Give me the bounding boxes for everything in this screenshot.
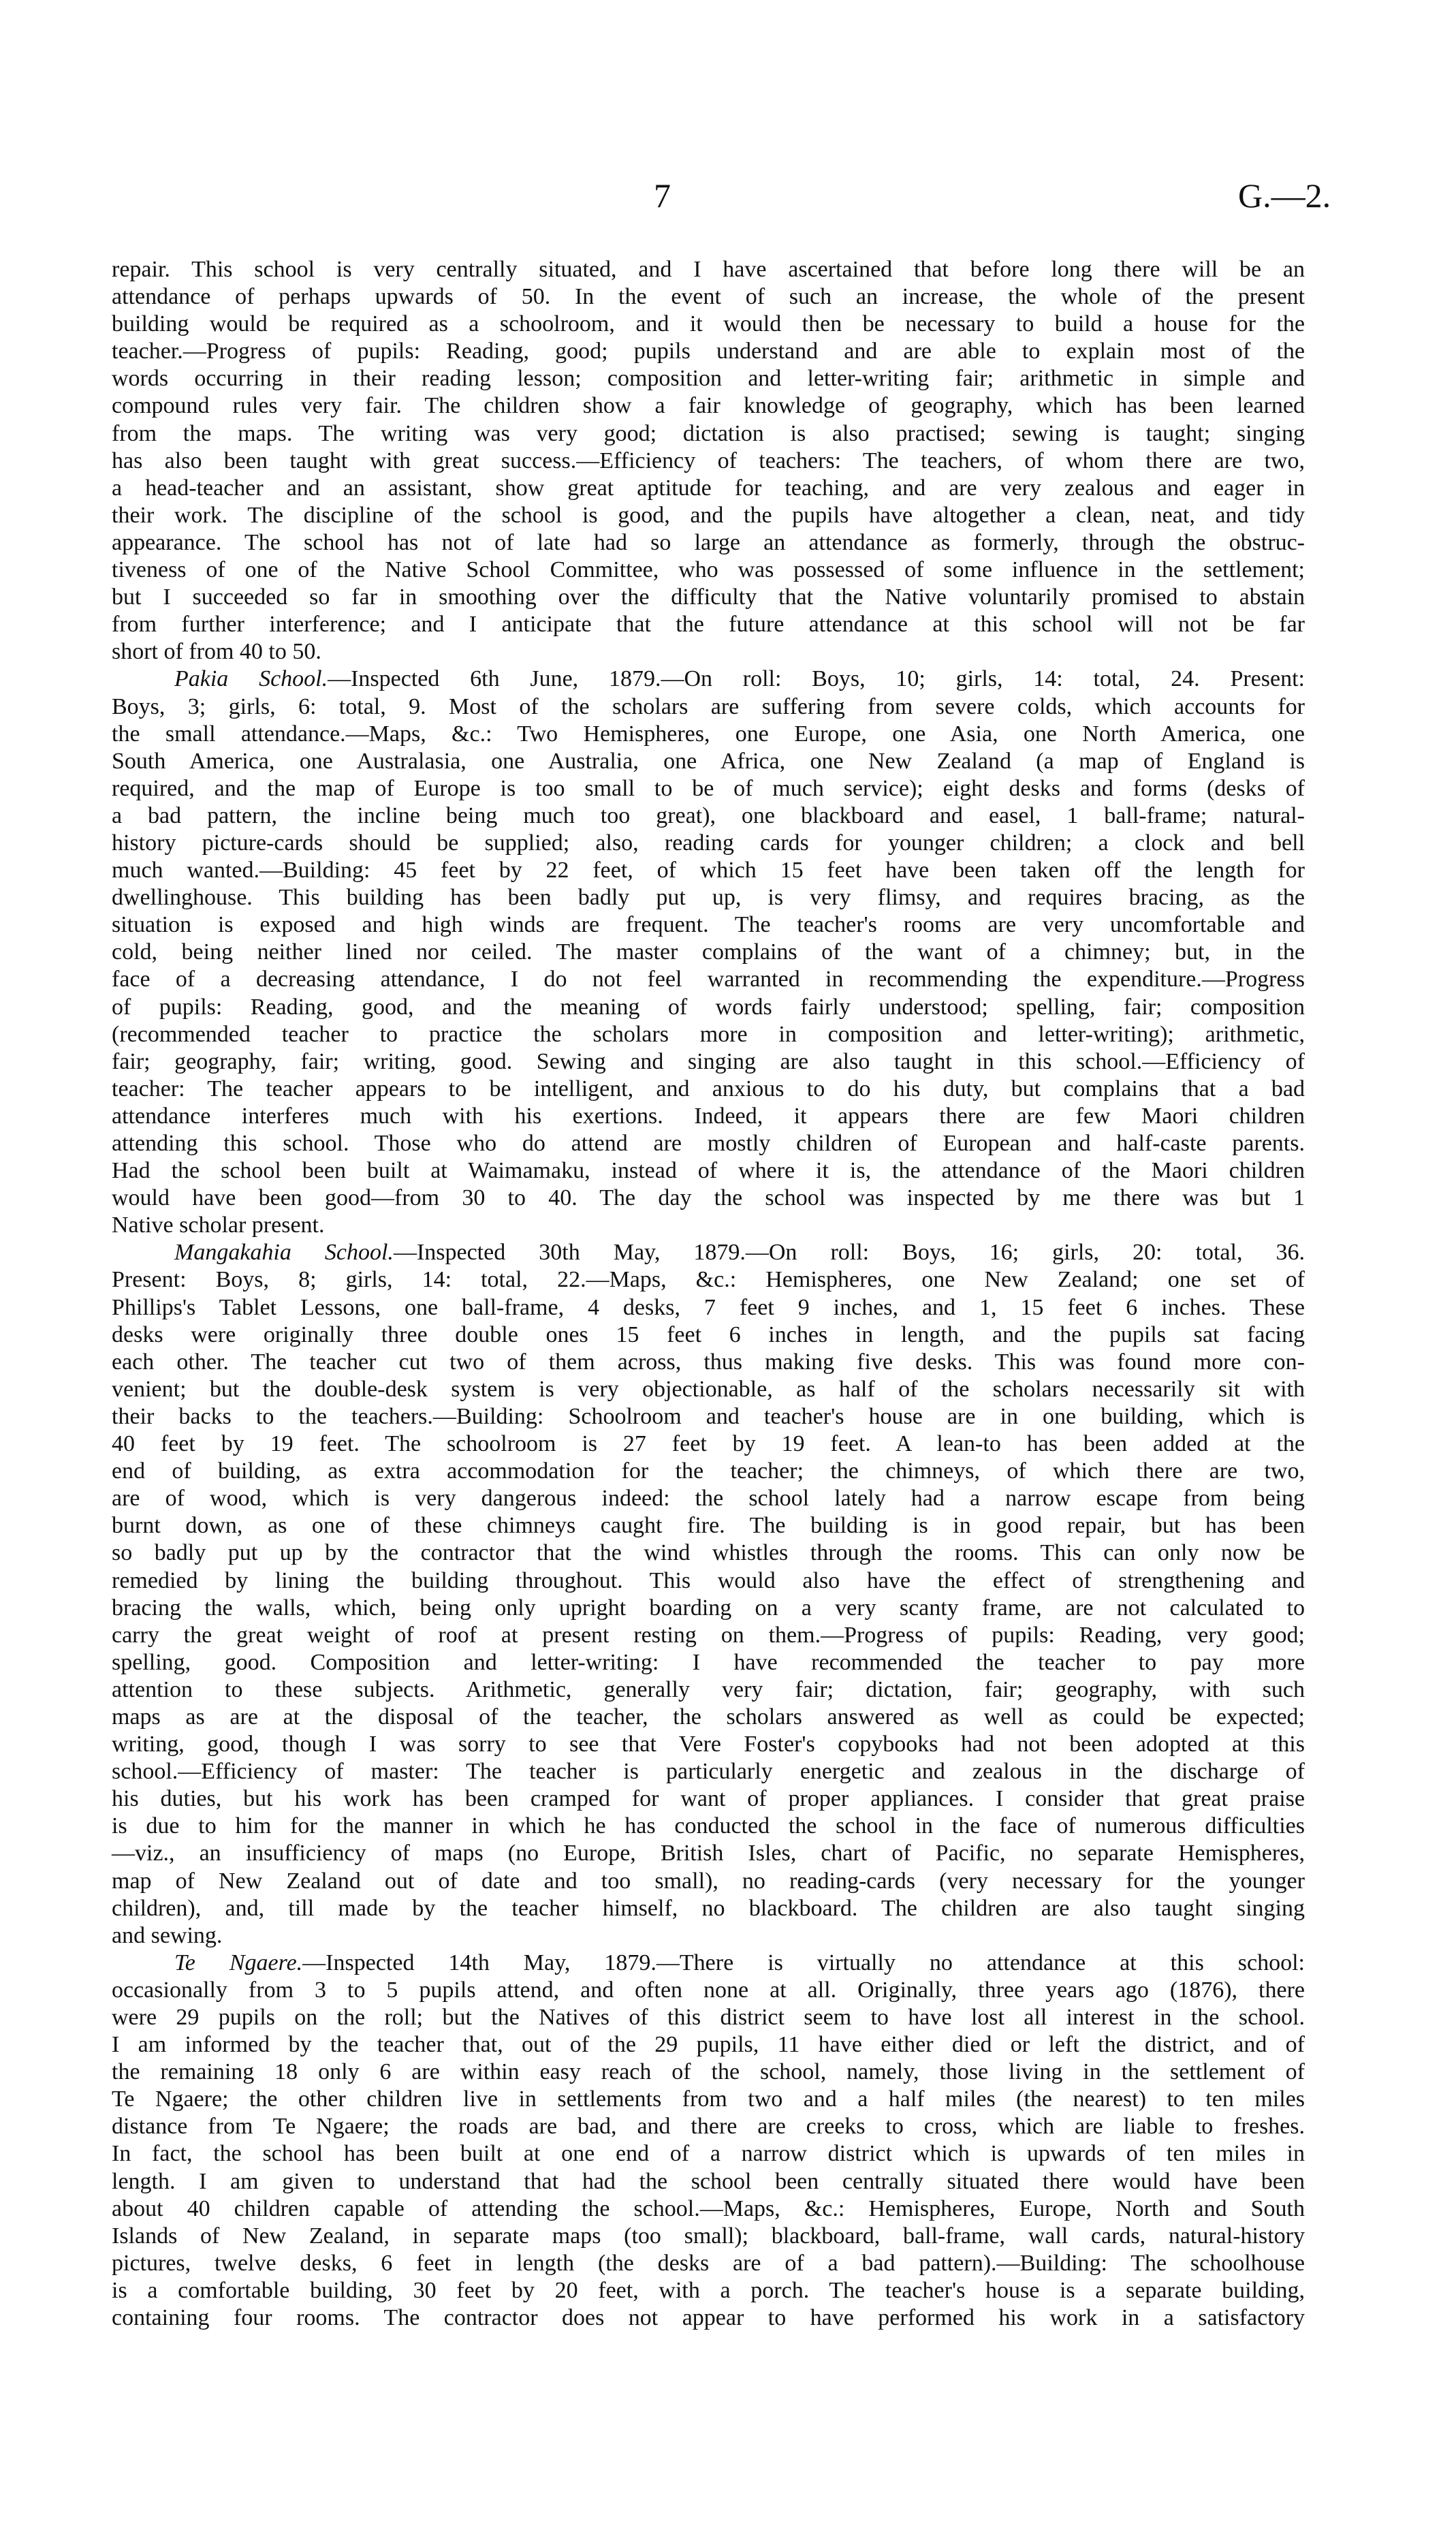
text-line: [112, 1567, 1305, 1595]
text-line: [112, 1185, 1305, 1212]
text-line: [112, 2168, 1305, 2195]
line-text: situation is exposed and high winds are frequent. The teacher's rooms are very uncomfortable and: [112, 912, 1305, 938]
text-line: [112, 1239, 1305, 1266]
page-number: 7: [654, 176, 671, 215]
line-text: were 29 pupils on the roll; but the Natives of this district seem to have lost all interest in the school.: [112, 2005, 1305, 2030]
line-text: Islands of New Zealand, in separate maps (too small); blackboard, ball-frame, wall cards, natural-history: [112, 2223, 1305, 2249]
line-text: I am informed by the teacher that, out of the 29 pupils, 11 have either died or left the district, and of: [112, 2032, 1305, 2058]
text-line: [112, 311, 1305, 338]
document-reference: G.—2.: [1238, 176, 1331, 215]
line-text: their work. The discipline of the school is good, and the pupils have altogether a clean, neat, and tidy: [112, 502, 1305, 528]
line-text: pictures, twelve desks, 6 feet in length (the desks are of a bad pattern).—Building: The schoolhouse: [112, 2250, 1305, 2276]
line-text: carry the great weight of roof at present resting on them.—Progress of pupils: Reading, very good;: [112, 1622, 1305, 1648]
text-line: [112, 1950, 1305, 1977]
text-line: [112, 2304, 1305, 2332]
line-text: South America, one Australasia, one Australia, one Africa, one New Zealand (a map of England is: [112, 748, 1305, 774]
line-text: short of from 40 to 50.: [112, 639, 321, 665]
text-line: [112, 939, 1305, 966]
line-text: Had the school been built at Waimamaku, instead of where it is, the attendance of the Maori children: [112, 1158, 1305, 1184]
text-line: [112, 748, 1305, 775]
line-text: face of a decreasing attendance, I do not feel warranted in recommending the expenditure.—Progress: [112, 967, 1305, 992]
text-line: [112, 1676, 1305, 1704]
text-line: [112, 475, 1305, 502]
line-text: Present: Boys, 8; girls, 14: total, 22.—Maps, &c.: Hemispheres, one New Zealand; one set of: [112, 1267, 1305, 1293]
text-line: [112, 1922, 1305, 1950]
line-text: repair. This school is very centrally situated, and I have ascertained that before long there will be an: [112, 257, 1305, 282]
line-text: 40 feet by 19 feet. The schoolroom is 27 feet by 19 feet. A lean-to has been added at the: [112, 1431, 1305, 1457]
line-text: In fact, the school has been built at one end of a narrow district which is upwards of ten miles in: [112, 2141, 1305, 2167]
line-text: a head-teacher and an assistant, show great aptitude for teaching, and are very zealous and eager in: [112, 475, 1305, 501]
line-text: —Inspected 14th May, 1879.—There is virtually no attendance at this school:: [302, 1950, 1305, 1975]
line-text: length. I am given to understand that had the school been centrally situated there would have been: [112, 2168, 1305, 2194]
text-line: [112, 1512, 1305, 1539]
line-text: containing four rooms. The contractor does not appear to have performed his work in a satisfactory: [112, 2305, 1305, 2331]
text-line: [112, 2250, 1305, 2277]
text-line: [112, 2086, 1305, 2113]
line-text: attendance interferes much with his exertions. Indeed, it appears there are few Maori children: [112, 1103, 1305, 1129]
text-line: [112, 693, 1305, 721]
line-text: attendance of perhaps upwards of 50. In the event of such an increase, the whole of the present: [112, 284, 1305, 310]
paragraph: [112, 1950, 1305, 2332]
line-text: remedied by lining the building throughout. This would also have the effect of strengthening and: [112, 1567, 1305, 1593]
text-line: [112, 1212, 1305, 1239]
document-body: [112, 256, 1305, 2332]
line-text: desks were originally three double ones 15 feet 6 inches in length, and the pupils sat facing: [112, 1321, 1305, 1347]
line-text: words occurring in their reading lesson; composition and letter-writing fair; arithmetic in simple and: [112, 366, 1305, 392]
text-line: [112, 1731, 1305, 1758]
line-text: Native scholar present.: [112, 1213, 325, 1238]
text-line: [112, 1376, 1305, 1403]
text-line: [112, 802, 1305, 830]
text-line: [112, 392, 1305, 420]
line-text: fair; geography, fair; writing, good. Sewing and singing are also taught in this school.—Efficiency of: [112, 1048, 1305, 1074]
line-text: the remaining 18 only 6 are within easy reach of the school, namely, those living in the settlement of: [112, 2059, 1305, 2085]
text-line: [112, 884, 1305, 911]
line-text: writing, good, though I was sorry to see that Vere Foster's copybooks had not been adopted at this: [112, 1732, 1305, 1757]
line-text: from the maps. The writing was very good; dictation is also practised; sewing is taught; singing: [112, 420, 1305, 446]
text-line: [112, 857, 1305, 884]
text-line: [112, 502, 1305, 529]
text-line: [112, 1430, 1305, 1458]
text-line: [112, 1321, 1305, 1349]
text-line: [112, 2059, 1305, 2086]
line-text: school.—Efficiency of master: The teacher is particularly energetic and zealous in the discharge of: [112, 1759, 1305, 1785]
text-line: [112, 1758, 1305, 1785]
text-line: [112, 1458, 1305, 1485]
text-line: [112, 1103, 1305, 1130]
text-line: [112, 1977, 1305, 2004]
line-text: much wanted.—Building: 45 feet by 22 feet, of which 15 feet have been taken off the length for: [112, 858, 1305, 883]
line-text: each other. The teacher cut two of them across, thus making five desks. This was found more con-: [112, 1349, 1305, 1375]
line-text: from further interference; and I anticipate that the future attendance at this school will not be far: [112, 612, 1305, 638]
text-line: [112, 2004, 1305, 2031]
line-text: (recommended teacher to practice the scholars more in composition and letter-writing); arithmetic,: [112, 1021, 1305, 1047]
text-line: [112, 1349, 1305, 1376]
line-text: but I succeeded so far in smoothing over the difficulty that the Native voluntarily promised to abstain: [112, 584, 1305, 610]
line-text: Phillips's Tablet Lessons, one ball-frame, 4 desks, 7 feet 9 inches, and 1, 15 feet 6 inches. These: [112, 1294, 1305, 1320]
line-text: children), and, till made by the teacher himself, no blackboard. The children are also taught singing: [112, 1895, 1305, 1921]
text-line: [112, 1785, 1305, 1813]
text-line: [112, 2113, 1305, 2140]
line-text: attending this school. Those who do attend are mostly children of European and half-caste parents.: [112, 1131, 1305, 1156]
text-line: [112, 1048, 1305, 1076]
text-line: [112, 1649, 1305, 1676]
text-line: [112, 1021, 1305, 1048]
paragraph: [112, 256, 1305, 666]
text-line: [112, 557, 1305, 584]
school-heading: Te Ngaere.: [174, 1950, 303, 1975]
text-line: [112, 2031, 1305, 2059]
line-text: required, and the map of Europe is too small to be of much service); eight desks and forms (desks of: [112, 775, 1305, 801]
text-line: [112, 2140, 1305, 2168]
line-text: distance from Te Ngaere; the roads are bad, and there are creeks to cross, which are liable to freshes.: [112, 2114, 1305, 2140]
line-text: compound rules very fair. The children show a fair knowledge of geography, which has been learned: [112, 393, 1305, 419]
line-text: teacher.—Progress of pupils: Reading, good; pupils understand and are able to explain most of the: [112, 339, 1305, 364]
text-line: [112, 1539, 1305, 1567]
line-text: end of building, as extra accommodation for the teacher; the chimneys, of which there are two,: [112, 1458, 1305, 1484]
line-text: is a comfortable building, 30 feet by 20 feet, with a porch. The teacher's house is a separate building,: [112, 2277, 1305, 2303]
line-text: history picture-cards should be supplied; also, reading cards for younger children; a clock and bell: [112, 830, 1305, 856]
line-text: a bad pattern, the incline being much too great), one blackboard and easel, 1 ball-frame; natural-: [112, 802, 1305, 828]
school-heading: Pakia School.: [174, 666, 328, 692]
text-line: [112, 448, 1305, 475]
line-text: —viz., an insufficiency of maps (no Europe, British Isles, chart of Pacific, no separate Hemispheres,: [112, 1841, 1305, 1866]
line-text: and sewing.: [112, 1922, 223, 1948]
text-line: [112, 1595, 1305, 1622]
line-text: maps as are at the disposal of the teacher, the scholars answered as well as could be expected;: [112, 1704, 1305, 1730]
line-text: is due to him for the manner in which he has conducted the school in the face of numerous difficulties: [112, 1813, 1305, 1839]
text-line: [112, 2277, 1305, 2304]
line-text: cold, being neither lined nor ceiled. The master complains of the want of a chimney; but, in the: [112, 939, 1305, 965]
text-line: [112, 420, 1305, 448]
text-line: [112, 1294, 1305, 1321]
line-text: venient; but the double-desk system is very objectionable, as half of the scholars necessarily sit with: [112, 1376, 1305, 1402]
line-text: the small attendance.—Maps, &c.: Two Hemispheres, one Europe, one Asia, one North America, one: [112, 721, 1305, 747]
line-text: about 40 children capable of attending the school.—Maps, &c.: Hemispheres, Europe, North and South: [112, 2195, 1305, 2221]
line-text: teacher: The teacher appears to be intelligent, and anxious to do his duty, but complains that a bad: [112, 1076, 1305, 1101]
text-line: [112, 1622, 1305, 1649]
text-line: [112, 994, 1305, 1021]
line-text: Te Ngaere; the other children live in settlements from two and a half miles (the nearest) to ten miles: [112, 2086, 1305, 2112]
line-text: spelling, good. Composition and letter-writing: I have recommended the teacher to pay more: [112, 1649, 1305, 1675]
line-text: Boys, 3; girls, 6: total, 9. Most of the scholars are suffering from severe colds, which accounts for: [112, 693, 1305, 719]
text-line: [112, 529, 1305, 557]
text-line: [112, 666, 1305, 693]
line-text: tiveness of one of the Native School Committee, who was possessed of some influence in the settlement;: [112, 557, 1305, 583]
line-text: —Inspected 6th June, 1879.—On roll: Boys, 10; girls, 14: total, 24. Present:: [328, 666, 1305, 692]
text-line: [112, 1403, 1305, 1430]
line-text: map of New Zealand out of date and too small), no reading-cards (very necessary for the younger: [112, 1868, 1305, 1894]
text-line: [112, 1130, 1305, 1157]
line-text: building would be required as a schoolroom, and it would then be necessary to build a house for the: [112, 311, 1305, 337]
text-line: [112, 1704, 1305, 1731]
line-text: —Inspected 30th May, 1879.—On roll: Boys, 16; girls, 20: total, 36.: [393, 1240, 1305, 1266]
text-line: [112, 1895, 1305, 1922]
text-line: [112, 1076, 1305, 1103]
line-text: appearance. The school has not of late had so large an attendance as formerly, through the obstruc-: [112, 529, 1305, 555]
line-text: dwellinghouse. This building has been badly put up, is very flimsy, and requires bracing, as the: [112, 885, 1305, 911]
line-text: attention to these subjects. Arithmetic, generally very fair; dictation, fair; geography, with such: [112, 1676, 1305, 1702]
text-line: [112, 2223, 1305, 2250]
text-line: [112, 1157, 1305, 1185]
line-text: are of wood, which is very dangerous indeed: the school lately had a narrow escape from being: [112, 1486, 1305, 1512]
line-text: so badly put up by the contractor that the wind whistles through the rooms. This can only now be: [112, 1540, 1305, 1566]
text-line: [112, 584, 1305, 611]
text-line: [112, 1485, 1305, 1512]
text-line: [112, 365, 1305, 392]
text-line: [112, 638, 1305, 666]
line-text: occasionally from 3 to 5 pupils attend, and often none at all. Originally, three years ago (1876), there: [112, 1977, 1305, 2003]
line-text: of pupils: Reading, good, and the meaning of words fairly understood; spelling, fair; composition: [112, 994, 1305, 1020]
text-line: [112, 283, 1305, 311]
paragraph: [112, 666, 1305, 1239]
text-line: [112, 256, 1305, 283]
line-text: their backs to the teachers.—Building: Schoolroom and teacher's house are in one building, which is: [112, 1403, 1305, 1429]
line-text: has also been taught with great success.—Efficiency of teachers: The teachers, of whom there are two,: [112, 448, 1305, 473]
text-line: [112, 1868, 1305, 1895]
text-line: [112, 775, 1305, 802]
text-line: [112, 2195, 1305, 2223]
text-line: [112, 1266, 1305, 1294]
text-line: [112, 338, 1305, 365]
line-text: would have been good—from 30 to 40. The day the school was inspected by me there was but 1: [112, 1185, 1305, 1211]
text-line: [112, 966, 1305, 993]
text-line: [112, 721, 1305, 748]
text-line: [112, 611, 1305, 638]
text-line: [112, 830, 1305, 857]
line-text: burnt down, as one of these chimneys caught fire. The building is in good repair, but has been: [112, 1513, 1305, 1539]
school-heading: Mangakahia School.: [174, 1240, 394, 1266]
paragraph: [112, 1239, 1305, 1949]
text-line: [112, 1813, 1305, 1840]
text-line: [112, 911, 1305, 939]
text-line: [112, 1840, 1305, 1867]
line-text: bracing the walls, which, being only upright boarding on a very scanty frame, are not calculated to: [112, 1595, 1305, 1621]
line-text: his duties, but his work has been cramped for want of proper appliances. I consider that great praise: [112, 1786, 1305, 1812]
